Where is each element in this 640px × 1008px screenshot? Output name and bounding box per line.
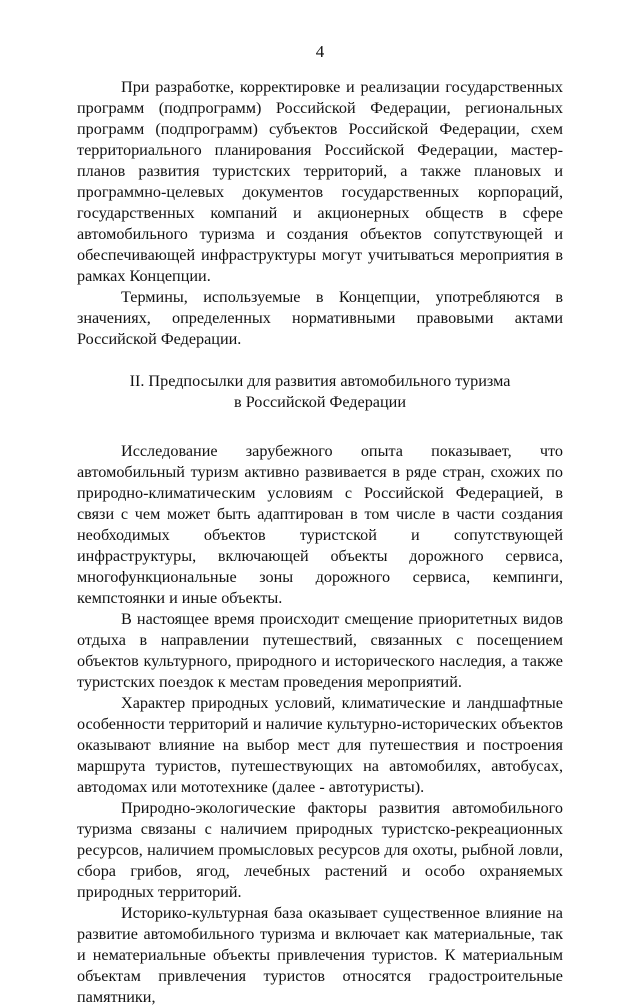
spacer [77, 434, 563, 441]
document-body [77, 77, 563, 1008]
section-heading-line-2: в Российской Федерации [234, 393, 406, 411]
section-heading-line-1: II. Предпосылки для развития автомобильного туризма [129, 372, 511, 390]
paragraph-section-4: Природно-экологические факторы развития автомобильного туризма связаны с наличием природных туристско-рекреационных ресурсов, наличием промысловых ресурсов для охоты, рыбной ловли, сбора грибов, ягод, лечебных растений и особо охраняемых природных территорий. [77, 799, 563, 901]
paragraph-intro-1: При разработке, корректировке и реализации государственных программ (подпрограмм) Российской Федерации, региональных программ (подпрограмм) субъектов Российской Федерации, схем территориального планирования Российской Федерации, мастер-планов развития туристских территорий, а также плановых и программно-целевых документов государственных корпораций, государственных компаний и акционерных обществ в сфере автомобильного туризма и создания объектов сопутствующей и обеспечивающей инфраструктуры могут учитываться мероприятия в рамках Концепции. [77, 78, 563, 285]
paragraph-section-2: В настоящее время происходит смещение приоритетных видов отдыха в направлении путешествий, связанных с посещением объектов культурного, природного и исторического наследия, а также туристских поездок к местам проведения мероприятий. [77, 610, 563, 691]
section-heading [77, 371, 563, 413]
paragraph-section-5: Историко-культурная база оказывает существенное влияние на развитие автомобильного туризма и включает как материальные, так и нематериальные объекты привлечения туристов. К материальным объектам привлечения туристов относятся градостроительные памятники, [77, 904, 563, 1006]
page-number: 4 [315, 42, 325, 61]
paragraph-section-3: Характер природных условий, климатические и ландшафтные особенности территорий и наличие культурно-исторических объектов оказывают влияние на выбор мест для путешествия и построения маршрута туристов, путешествующих на автомобилях, автобусах, автодомах или мототехнике (далее - автотуристы). [77, 694, 563, 796]
paragraph-intro-2: Термины, используемые в Концепции, употребляются в значениях, определенных нормативными правовыми актами Российской Федерации. [77, 288, 563, 348]
paragraph-section-1: Исследование зарубежного опыта показывает, что автомобильный туризм активно развивается в ряде стран, схожих по природно-климатическим условиям с Российской Федерацией, в связи с чем может быть адаптирован в том числе в части создания необходимых объектов туристской и сопутствующей инфраструктуры, включающей объекты дорожного сервиса, многофункциональные зоны дорожного сервиса, кемпинги, кемпстоянки и иные объекты. [77, 442, 563, 607]
